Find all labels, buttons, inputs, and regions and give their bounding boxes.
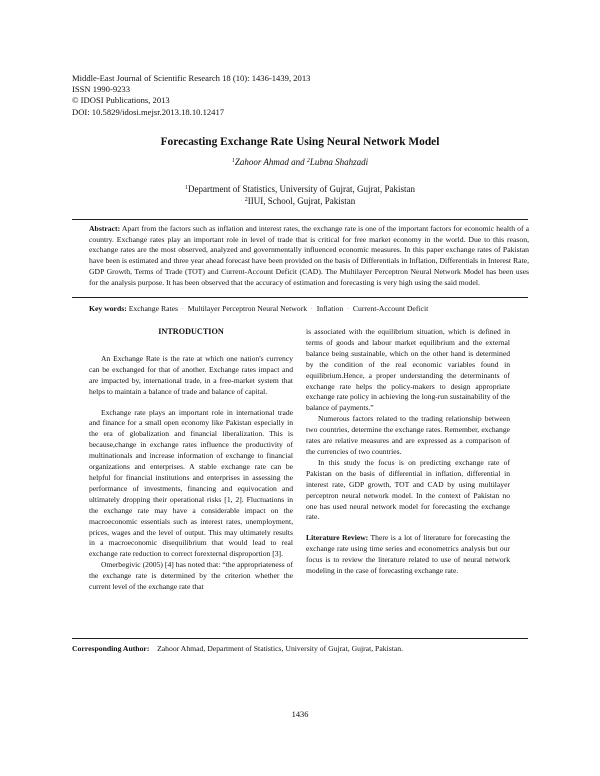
author-connector: and bbox=[288, 157, 307, 167]
paper-title: Forecasting Exchange Rate Using Neural Network Model bbox=[160, 136, 440, 148]
affiliation-1-sup: 1 bbox=[185, 185, 189, 191]
author2-sup: 2 bbox=[306, 158, 310, 164]
left-column bbox=[89, 327, 293, 593]
keyword-1: Exchange Rates bbox=[128, 304, 179, 313]
keyword-3: Inflation bbox=[316, 304, 344, 313]
corresponding-author-text: Zahoor Ahmad, Department of Statistics, University of Gujrat, Gujrat, Pakistan. bbox=[157, 644, 404, 653]
journal-citation: Middle-East Journal of Scientific Research 18 (10): 1436-1439, 2013 bbox=[72, 73, 311, 83]
corresponding-author-label: Corresponding Author: bbox=[72, 644, 150, 653]
keyword-separator: · bbox=[182, 307, 184, 312]
abstract-bottom-rule bbox=[72, 297, 528, 298]
journal-issn: ISSN 1990-9233 bbox=[72, 84, 131, 95]
journal-meta bbox=[72, 73, 310, 118]
abstract-top-rule bbox=[72, 219, 528, 220]
abstract-label: Abstract: bbox=[89, 224, 121, 233]
corresponding-author bbox=[72, 644, 403, 653]
affiliation-1-text: Department of Statistics, University of Gujrat, Gujrat, Pakistan bbox=[188, 184, 415, 194]
intro-paragraph-1: An Exchange Rate is the rate at which one nation's currency can be exchanged for that of another. Exchange rates impact and are impacted by, international trade, in a free-market system that helps to maintain a balance of trade and balance of capital. bbox=[89, 353, 293, 396]
intro-paragraph-4: is associated with the equilibrium situation, which is defined in terms of goods and labour market equilibrium and the external balance being sustainable, which on the other hand is determined by the condition of the real economic variables found in equilibrium.Hence, a proper understanding the determinants of exchange rate helps the policy-makers to design appropriate exchange rate policy in achieving the long-run sustainability of the balance of payments.” bbox=[306, 327, 510, 413]
intro-paragraph-3: Omerbegivic (2005) [4] has noted that: “the appropriateness of the exchange rate is determined by the criterion whether the current level of the exchange rate that bbox=[89, 560, 293, 592]
literature-review-text: There is a lot of literature for forecasting the exchange rate using time series and econometrics analysis but our focus is to review the literature related to use of neural network modeling in the case of forecasting exchange rate. bbox=[306, 533, 511, 576]
intro-paragraph-2: Exchange rate plays an important role in international trade and finance for a small open economy like Pakistan especially in the era of globalization and financial liberalization. This is because,change in exchange rates influence the productivity of multinationals and increase information of exchange to financial organizations and enterprises. A stable exchange rate can be helpful for financial institutions and enterprises in assessing the performance of investments, financing and equivocation and ultimately dropping their operational risks [1, 2]. Fluctuations in the exchange rate may have a considerable impact on the macroeconomic essentials such as interest rates, unemployment, prices, wages and the level of output. This may ultimately results in a macroeconomic disequilibrium that would lead to real exchange rate reduction to correct forexternal disproportion [3]. bbox=[89, 407, 293, 559]
keywords bbox=[89, 304, 529, 313]
affiliation-2-text: IIUI, School, Gujrat, Pakistan bbox=[247, 196, 356, 206]
keyword-separator: · bbox=[311, 307, 313, 312]
page-number: 1436 bbox=[291, 710, 309, 719]
footnote-rule bbox=[72, 638, 528, 639]
author-line bbox=[0, 157, 600, 167]
author1-name: Zahoor Ahmad bbox=[234, 157, 289, 167]
intro-paragraph-5: Numerous factors related to the trading relationship between two countries, determine the exchange rates. Remember, exchange rates are relative measures and are expressed as a comparison of the currencies of two countries. bbox=[306, 414, 510, 456]
author1-sup: 1 bbox=[231, 158, 235, 164]
keyword-separator: · bbox=[347, 307, 349, 312]
intro-heading: INTRODUCTION bbox=[158, 327, 224, 336]
keyword-4: Current-Account Deficit bbox=[352, 304, 429, 313]
right-column bbox=[306, 327, 510, 577]
journal-copyright: © IDOSI Publications, 2013 bbox=[72, 95, 170, 106]
affiliation-1 bbox=[0, 183, 600, 195]
journal-doi: DOI: 10.5829/idosi.mejsr.2013.18.10.12417 bbox=[72, 106, 225, 117]
literature-review-paragraph bbox=[306, 533, 510, 577]
abstract bbox=[89, 224, 529, 288]
author2-name: Lubna Shahzadi bbox=[309, 157, 369, 167]
affiliations bbox=[0, 183, 600, 207]
literature-review-label: Literature Review: bbox=[306, 533, 369, 543]
abstract-text: Apart from the factors such as inflation and interest rates, the exchange rate is one of the important factors for economic health of a country. Exchange rates play an important role in level of trade that is critical for free market economy in the world. Due to this reason, exchange rates are the most observed, analyzed and governmentally influenced economic measures. In this paper exchange rates of Pakistan have been is estimated and three year ahead forecast have been provided on the basis of Differentials in Inflation, Differentials in Interest Rate, GDP Growth, Terms of Trade (TOT) and Current-Account Deficit (CAD). The Multilayer Perceptron Neural Network Model has been uses for the analysis purpose. It has been observed that the accuracy of estimation and forecasting is very high using the said model. bbox=[89, 224, 529, 287]
intro-paragraph-6: In this study the focus is on predicting exchange rate of Pakistan on the basis of differential in inflation, differential in interest rate, GDP growth, TOT and CAD by using multilayer perceptron neural network model. In the context of Pakistan no one has used neural network model for forecasting the exchange rate. bbox=[306, 457, 510, 522]
keyword-2: Multilayer Perceptron Neural Network bbox=[187, 304, 308, 313]
keywords-label: Key words: bbox=[89, 304, 127, 313]
affiliation-2 bbox=[0, 195, 600, 207]
affiliation-2-sup: 2 bbox=[244, 197, 248, 203]
